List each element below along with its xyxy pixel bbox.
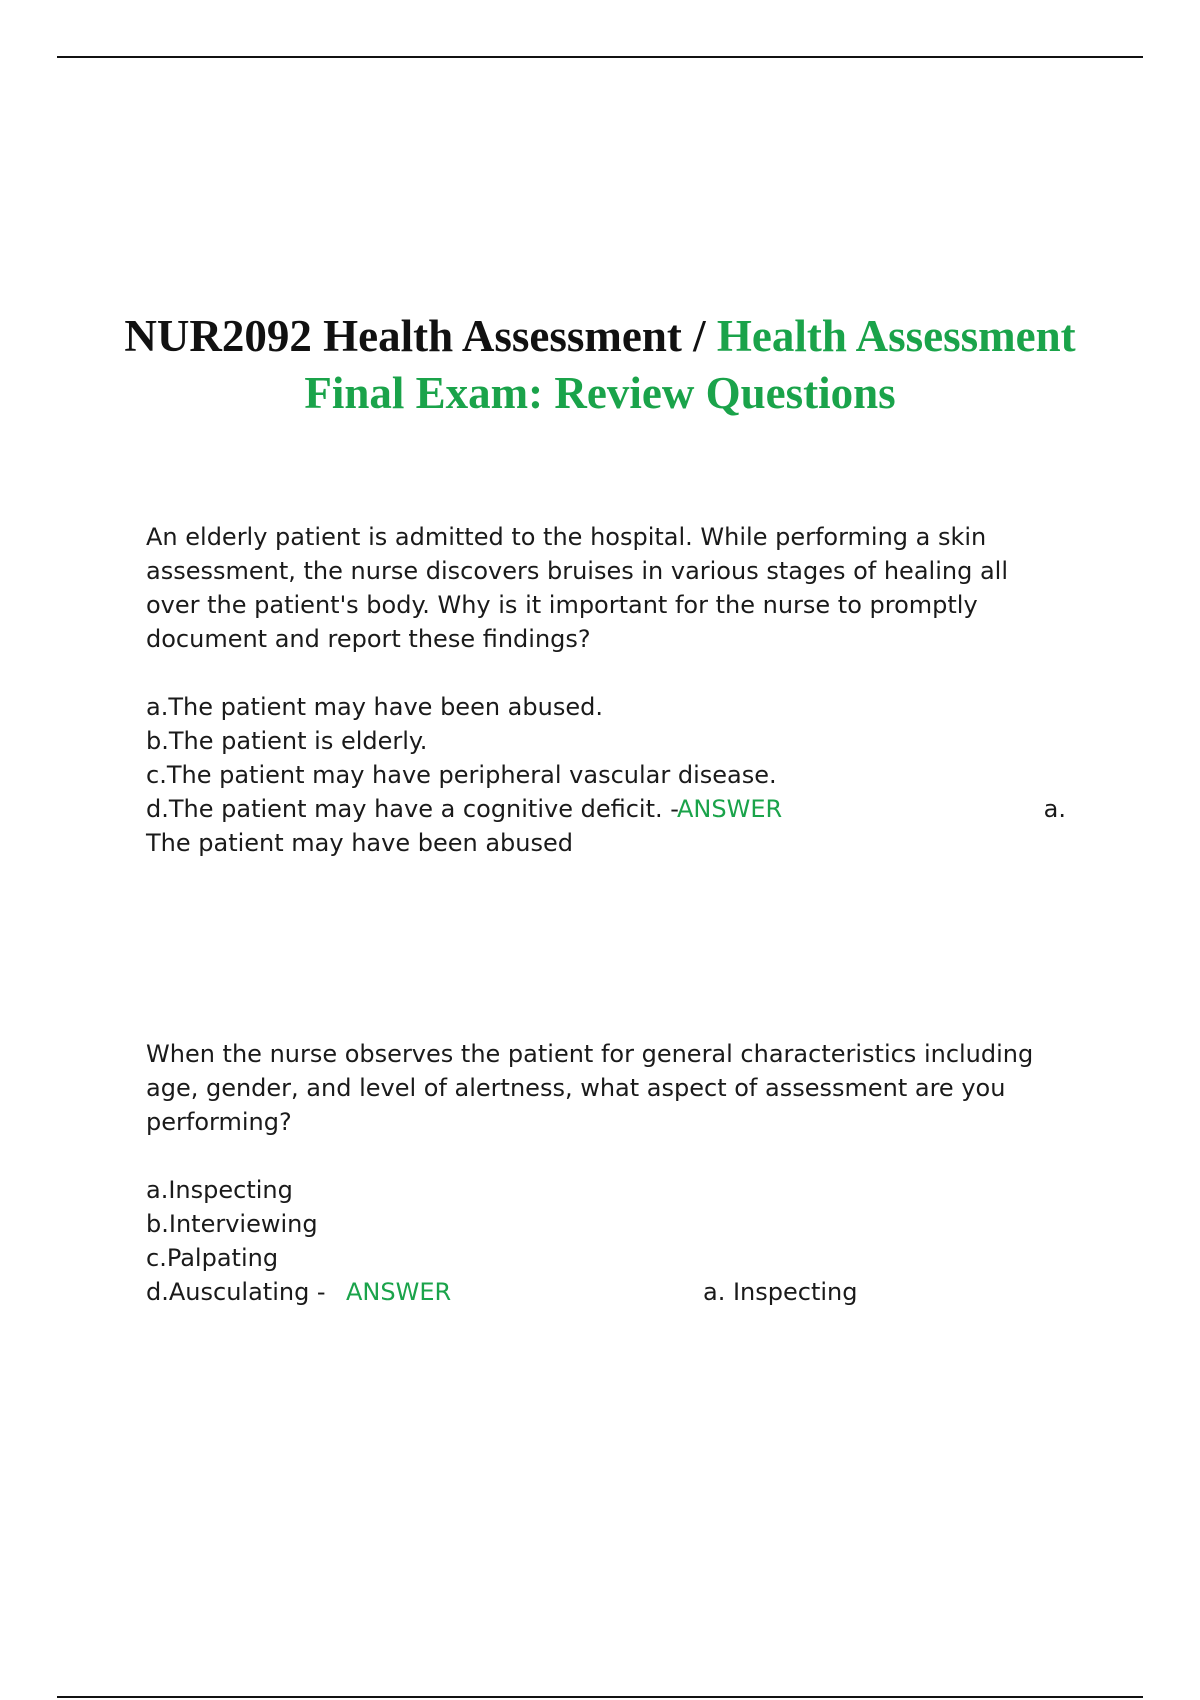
option: b.The patient is elderly. — [146, 727, 428, 755]
footer-rule — [57, 1696, 1143, 1698]
answer-label: ANSWER — [346, 1278, 452, 1306]
title-subject: Health Assessment Final Exam: Review Questions — [304, 311, 1076, 418]
question-1-answer-line — [146, 792, 1066, 826]
question-1 — [146, 520, 1066, 860]
answer-value: a. — [1043, 795, 1066, 823]
question-1-stem: An elderly patient is admitted to the hospital. While performing a skin assessment, the nurse discovers bruises in various stages of healing all over the patient's body. Why is it important for the nurse to promptly document and report these findings? — [146, 523, 1008, 653]
page-title — [100, 308, 1100, 422]
option: d.The patient may have a cognitive deficit. - — [146, 795, 679, 823]
option: c.Palpating — [146, 1244, 279, 1272]
question-2-stem: When the nurse observes the patient for general characteristics including age, gender, and level of alertness, what aspect of assessment are you performing? — [146, 1040, 1034, 1136]
question-2-options — [146, 1173, 1066, 1309]
header-rule — [57, 56, 1143, 58]
option: a.Inspecting — [146, 1176, 293, 1204]
answer-value: a. Inspecting — [703, 1278, 858, 1306]
question-2-answer-line — [146, 1275, 1066, 1309]
question-2 — [146, 1037, 1066, 1309]
answer-label: ANSWER — [677, 795, 783, 823]
title-course: NUR2092 Health Assessment / — [124, 311, 717, 361]
question-1-options — [146, 690, 1066, 860]
option: a.The patient may have been abused. — [146, 693, 603, 721]
answer-value-continued: The patient may have been abused — [146, 829, 573, 857]
option: c.The patient may have peripheral vascular disease. — [146, 761, 777, 789]
option: d.Ausculating - — [146, 1278, 326, 1306]
option: b.Interviewing — [146, 1210, 318, 1238]
